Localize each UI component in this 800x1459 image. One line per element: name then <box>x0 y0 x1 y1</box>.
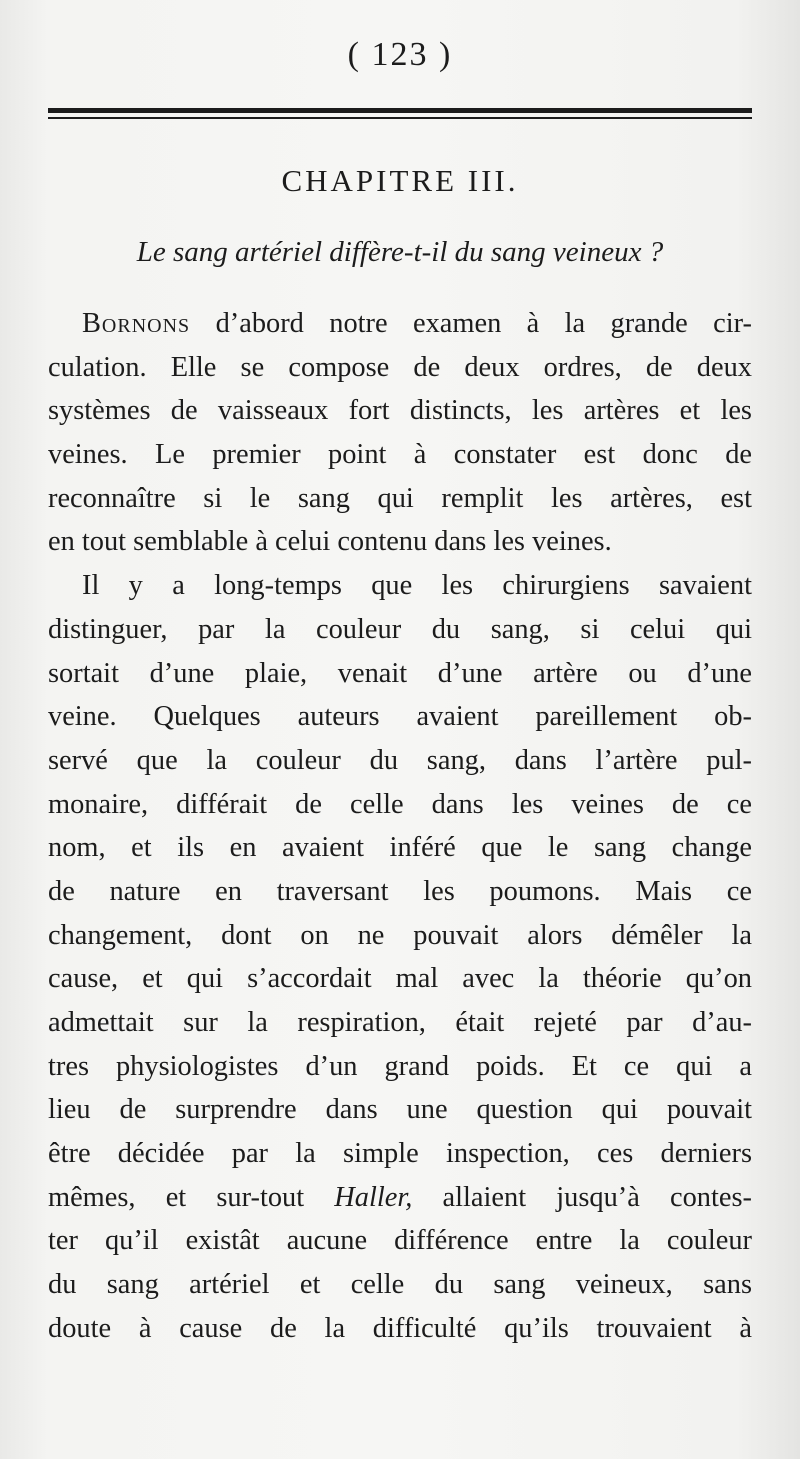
text-line: en tout semblable à celui contenu dans les veines. <box>48 526 612 558</box>
text-line: lieu de surprendre dans une question qui pouvait <box>48 1094 752 1126</box>
text-line: sortait d’une plaie, venait d’une artère ou d’une <box>48 657 752 689</box>
text-line: veine. Quelques auteurs avaient pareillement ob- <box>48 701 752 733</box>
text-line: tres physiologistes d’un grand poids. Et ce qui a <box>48 1050 752 1082</box>
dropcap-word: Bornons <box>82 308 191 339</box>
text-line: culation. Elle se compose de deux ordres, de deux <box>48 351 752 383</box>
text-line: cause, et qui s’accordait mal avec la théorie qu’on <box>48 963 752 995</box>
italic-name: Haller, <box>334 1181 413 1213</box>
text-line: systèmes de vaisseaux fort distincts, les artères et les <box>48 395 752 427</box>
text-line: reconnaître si le sang qui remplit les artères, est <box>48 482 752 514</box>
header-rule-thin <box>48 117 752 119</box>
text-line: mêmes, et sur-tout Haller, allaient jusqu’à contes- <box>48 1181 752 1213</box>
text-line: monaire, différait de celle dans les veines de ce <box>48 788 752 820</box>
page-number: ( 123 ) <box>347 36 453 73</box>
text-line: nom, et ils en avaient inféré que le sang change <box>48 832 752 864</box>
text-line: veines. Le premier point à constater est donc de <box>48 439 752 471</box>
text-line: du sang artériel et celle du sang veineux, sans <box>48 1269 752 1301</box>
text-line: doute à cause de la difficulté qu’ils trouvaient à <box>48 1312 752 1344</box>
text-line: servé que la couleur du sang, dans l’artère pul- <box>48 744 752 776</box>
body-text <box>48 302 752 1351</box>
text-line: admettait sur la respiration, était rejeté par d’au- <box>48 1007 752 1038</box>
text-line: être décidée par la simple inspection, ces derniers <box>48 1138 752 1170</box>
text-line: Il y a long-temps que les chirurgiens savaient <box>82 570 752 602</box>
header-rule-thick <box>48 108 752 113</box>
text-line: ter qu’il existât aucune différence entre la couleur <box>48 1225 752 1257</box>
header-rule <box>48 108 752 122</box>
text-line: de nature en traversant les poumons. Mais ce <box>48 875 752 907</box>
text-line: changement, dont on ne pouvait alors démêler la <box>48 919 752 951</box>
chapter-subtitle: Le sang artériel diffère-t-il du sang veineux ? <box>136 236 664 268</box>
chapter-title: CHAPITRE III. <box>281 163 519 198</box>
text-line: distinguer, par la couleur du sang, si celui qui <box>48 613 752 645</box>
text-line: Bornons d’abord notre examen à la grande cir- <box>82 308 752 339</box>
